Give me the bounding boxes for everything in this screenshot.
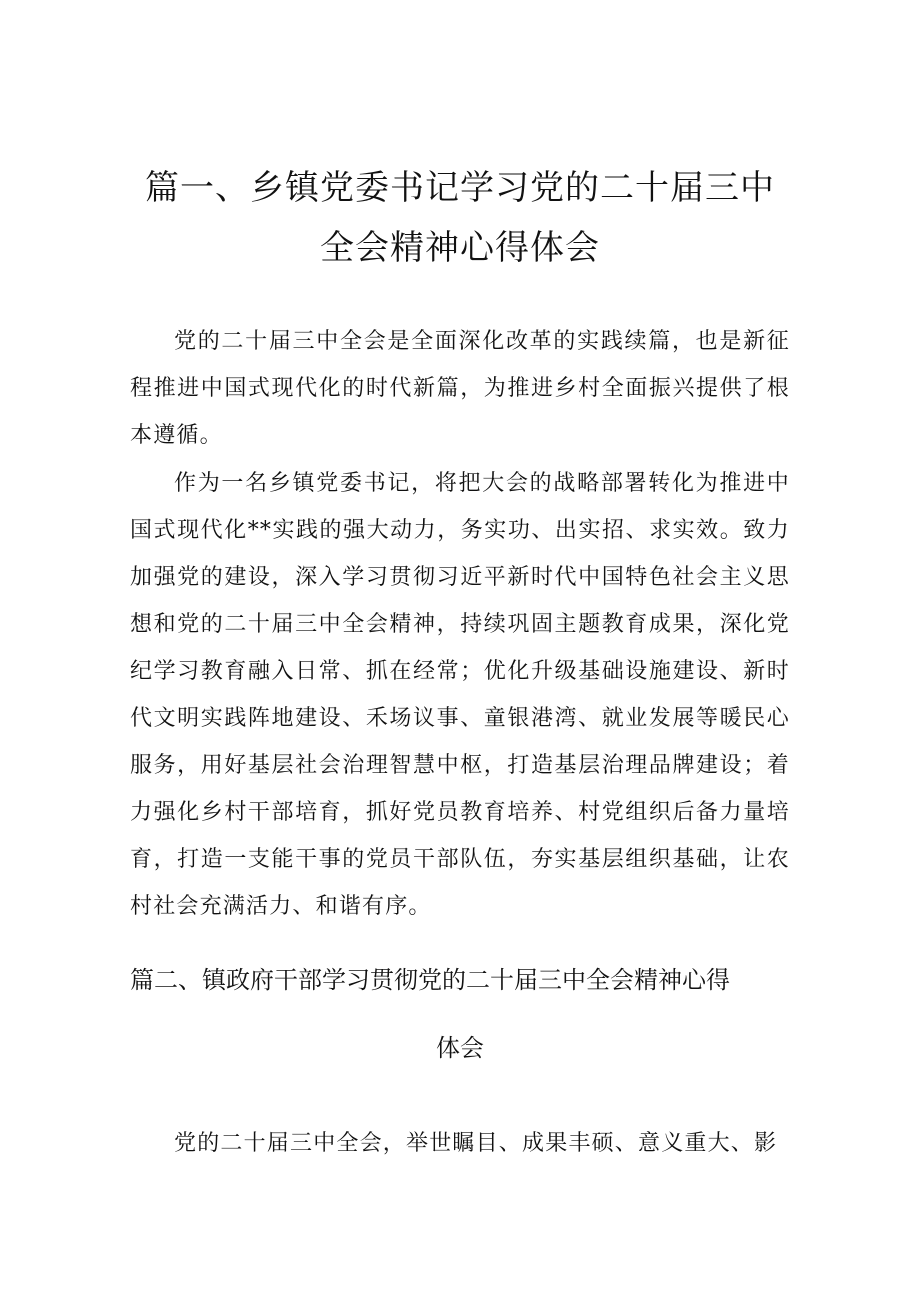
paragraph-intro: 党的二十届三中全会是全面深化改革的实践续篇，也是新征程推进中国式现代化的时代新篇，为推进乡村全面振兴提供了根本遵循。 <box>130 329 790 448</box>
section2-heading-line1: 篇二、镇政府干部学习贯彻党的二十届三中全会精神心得 <box>130 966 730 994</box>
section2-heading-line2: 体会 <box>436 1034 484 1062</box>
paragraph-body: 作为一名乡镇党委书记，将把大会的战略部署转化为推进中国式现代化**实践的强大动力，务实功、出实招、求实效。致力加强党的建设，深入学习贯彻习近平新时代中国特色社会主义思想和党的二十届三中全会精神，持续巩固主题教育成果，深化党纪学习教育融入日常、抓在经常；优化升级基础设施建设、新时代文明实践阵地建设、禾场议事、童银港湾、就业发展等暖民心服务，用好基层社会治理智慧中枢，打造基层治理品牌建设；着力强化乡村干部培育，抓好党员教育培养、村党组织后备力量培育，打造一支能干事的党员干部队伍，夯实基层组织基础，让农村社会充满活力、和谐有序。 <box>130 471 790 919</box>
document-title: 篇一、乡镇党委书记学习党的二十届三中全会精神心得体会 <box>145 168 775 268</box>
section2-paragraph: 党的二十届三中全会，举世瞩目、成果丰硕、意义重大、影 <box>174 1131 778 1156</box>
